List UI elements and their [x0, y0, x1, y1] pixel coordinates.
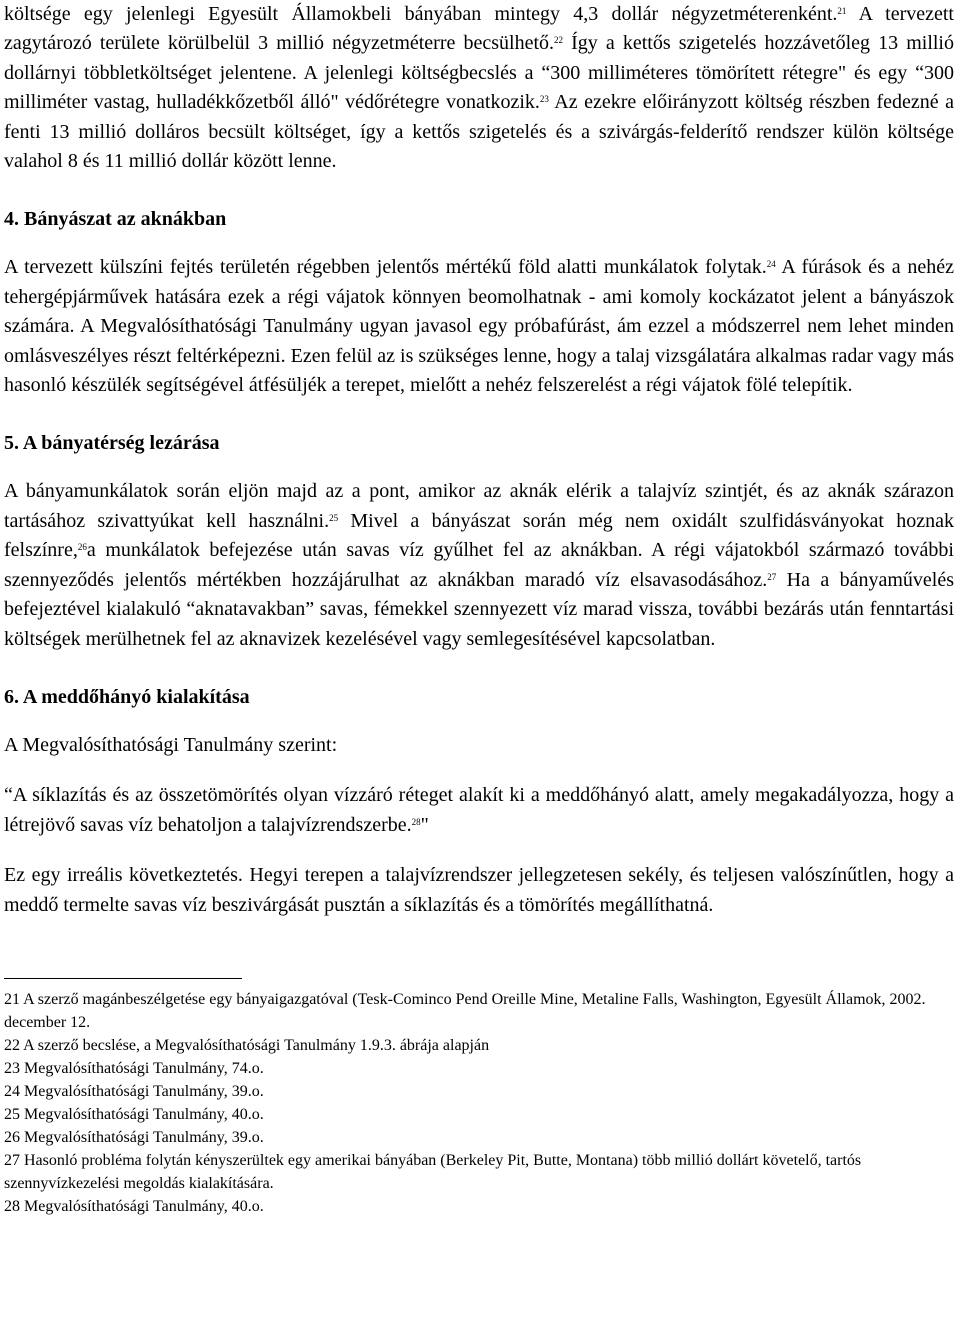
document-page [4, 0, 954, 1218]
footnotes [4, 988, 954, 1218]
footnote-ref-22: 22 [554, 35, 564, 46]
footnote-ref-26: 26 [77, 542, 87, 553]
paragraph-underground-mining [4, 253, 954, 400]
text-run: Ha a bányaművelés befejeztével kialakuló “aknatavakban” savas, fémekkel szennyezett víz marad vissza, további bezárás után fenntartási költségek merülhetnek fel az aknavizek kezelésével vagy semlegesítésével kapcsolatban. [4, 568, 955, 650]
heading-section-6: 6. A meddőhányó kialakítása [4, 685, 250, 708]
footnote-25: 25 Megvalósíthatósági Tanulmány, 40.o. [4, 1105, 264, 1123]
text-run: Az ezekre előirányzott költség részben fedezné a fenti 13 millió dolláros becsült költséget, így a kettős szigetelés és a szivárgás-felderítő rendszer külön költsége valahol 8 és 11 millió dollár között lenne. [4, 91, 955, 173]
footnote-26: 26 Megvalósíthatósági Tanulmány, 39.o. [4, 1128, 264, 1146]
footnote-24: 24 Megvalósíthatósági Tanulmány, 39.o. [4, 1082, 264, 1100]
text-run: Ez egy irreális következtetés. Hegyi terepen a talajvízrendszer jellegzetesen sekély, és teljesen valószínűtlen, hogy a meddő termelte savas víz beszivárgását pusztán a síklazítás és a tömörítés megállíthatná. [4, 864, 954, 916]
footnote-ref-23: 23 [539, 94, 549, 105]
paragraph-costs [4, 0, 954, 176]
heading-section-5: 5. A bányatérség lezárása [4, 432, 220, 455]
paragraph-conclusion [4, 861, 954, 920]
footnote-23: 23 Megvalósíthatósági Tanulmány, 74.o. [4, 1059, 264, 1077]
footnote-ref-27: 27 [767, 571, 777, 582]
footnote-27: 27 Hasonló probléma folytán kényszerültek egy amerikai bányában (Berkeley Pit, Butte, Montana) több millió dollárt követelő, tartós szennyvízkezelési megoldás kialakítására. [4, 1151, 862, 1192]
paragraph-quote [4, 781, 954, 840]
text-run: " [420, 813, 429, 836]
text-run: A tervezett zagytározó területe körülbelül 3 millió négyzetméterre becsülhető. [4, 3, 954, 55]
text-run: A tervezett külszíni fejtés területén régebben jelentős mértékű föld alatti munkálatok folytak. [4, 256, 767, 279]
text-run: A bányamunkálatok során eljön majd az a pont, amikor az aknák elérik a talajvíz szintjét, és az aknák szárazon tartásához szivattyúkat kell használni. [4, 480, 954, 532]
heading-section-4: 4. Bányászat az aknákban [4, 208, 227, 231]
text-run: A Megvalósíthatósági Tanulmány szerint: [4, 733, 338, 756]
footnote-ref-24: 24 [766, 259, 776, 270]
text-run: Mivel a bányászat során még nem oxidált szulfidásványokat hoznak felszínre, [4, 509, 954, 562]
text-run: költsége egy jelenlegi Egyesült Államokbeli bányában mintegy 4,3 dollár négyzetméterenként. [4, 3, 838, 25]
footnote-28: 28 Megvalósíthatósági Tanulmány, 40.o. [4, 1197, 264, 1215]
footnote-separator [4, 978, 242, 979]
paragraph-feasibility-intro [4, 731, 954, 760]
text-run: a munkálatok befejezése után savas víz gyűlhet fel az aknákban. A régi vájatokból származó további szennyeződés jelentős mértékben hozzájárulhat az aknákban maradó víz elsavasodásához. [4, 539, 954, 591]
text-run: “A síklazítás és az összetömörítés olyan vízzáró réteget alakít ki a meddőhányó alatt, amely megakadályozza, hogy a létrejövő savas víz behatoljon a talajvízrendszerbe. [4, 784, 954, 836]
text-run: Így a kettős szigetelés hozzávetőleg 13 millió dollárnyi többletköltséget jelentene. A jelenlegi költségbecslés a “300 milliméteres tömörített rétegre" és egy “300 milliméter vastag, hulladékkőzetből álló" védőrétegre vonatkozik. [4, 32, 954, 114]
paragraph-mine-closure [4, 477, 954, 653]
footnote-ref-28: 28 [411, 816, 421, 827]
footnote-22: 22 A szerző becslése, a Megvalósíthatósági Tanulmány 1.9.3. ábrája alapján [4, 1036, 490, 1054]
footnote-ref-21: 21 [837, 6, 847, 16]
footnote-21: 21 A szerző magánbeszélgetése egy bányaigazgatóval (Tesk-Cominco Pend Oreille Mine, Metaline Falls, Washington, Egyesült Államok, 2002. december 12. [4, 990, 926, 1031]
footnote-ref-25: 25 [329, 512, 339, 523]
text-run: A fúrások és a nehéz tehergépjárművek hatására ezek a régi vájatok könnyen beomolhatnak - ami komoly kockázatot jelent a bányászok számára. A Megvalósíthatósági Tanulmány ugyan javasol egy próbafúrást, ám ezzel a módszerrel nem lehet minden omlásveszélyes részt feltérképezni. Ezen felül az is szükséges lenne, hogy a talaj vizsgálatára alkalmas radar vagy más hasonló készülék segítségével átfésüljék a terepet, mielőtt a nehéz felszerelést a régi vájatok fölé telepítik. [4, 256, 955, 397]
